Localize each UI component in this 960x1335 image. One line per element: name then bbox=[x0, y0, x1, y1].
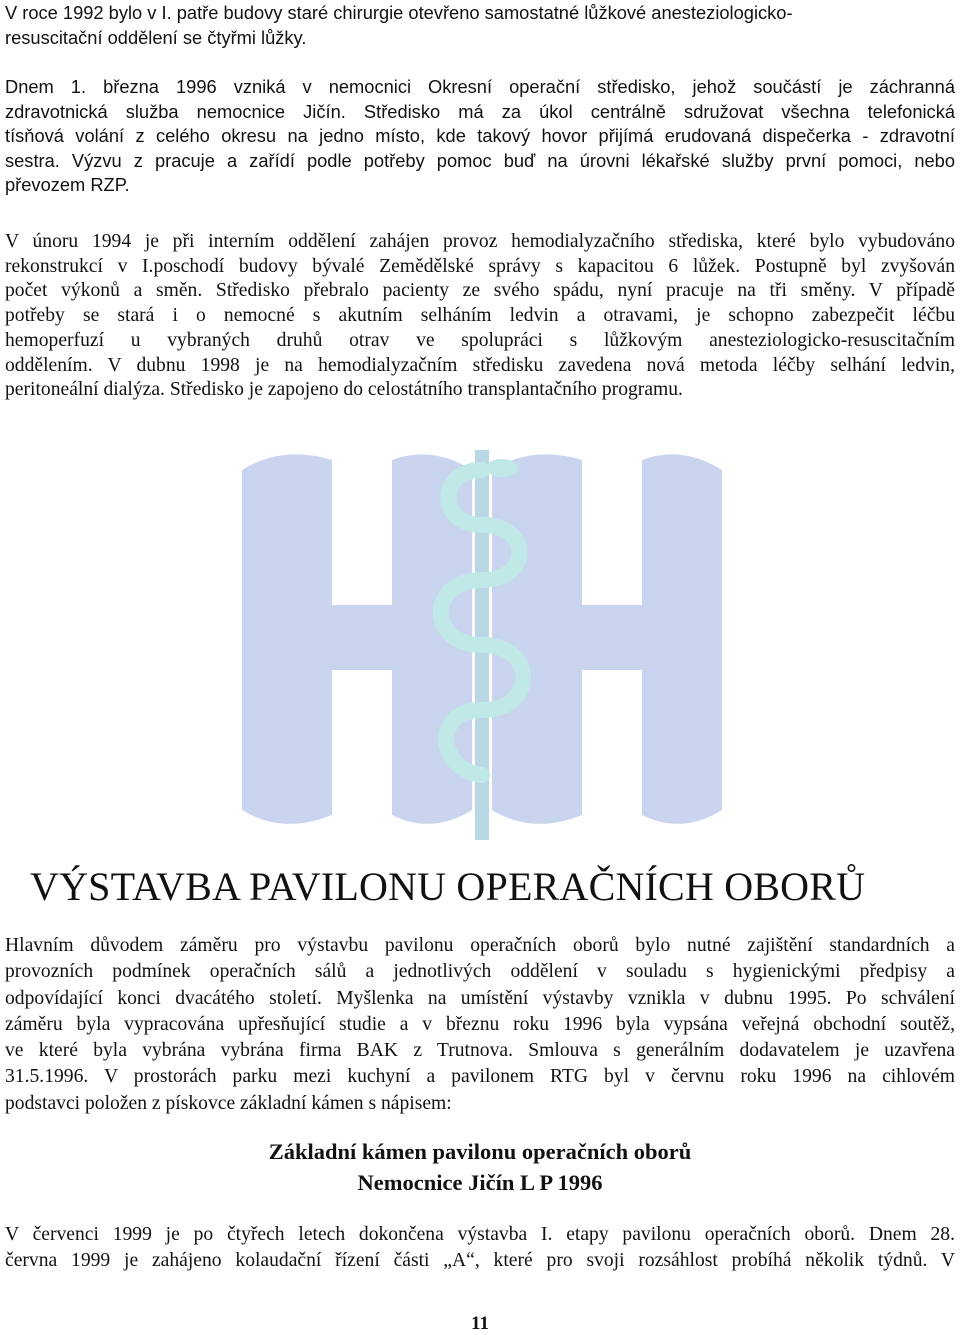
text-line: oddělením. V dubnu 1998 je na hemodialyzačním středisku zavedena nová metoda léčby selhání ledvin, bbox=[5, 354, 955, 376]
text-line: peritoneální dialýza. Středisko je zapojeno do celostátního transplantačního programu. bbox=[5, 379, 683, 401]
text-line: Hlavním důvodem záměru pro výstavbu pavilonu operačních oborů bylo nutné zajištění standardních a bbox=[5, 935, 955, 956]
paragraph-pavilion-construction bbox=[5, 933, 955, 1117]
text-line: V únoru 1994 je při interním oddělení zahájen provoz hemodialyzačního střediska, které bylo vybudováno bbox=[5, 231, 955, 252]
paragraph-hemodialysis-1994 bbox=[5, 230, 955, 403]
text-line: rekonstrukcí v I.poschodí budovy bývalé Zemědělské správy s kapacitou 6 lůžek. Postupně byl zvyšován bbox=[5, 255, 955, 277]
text-line: resuscitační oddělení se čtyřmi lůžky. bbox=[5, 26, 307, 48]
paragraph-department-1992 bbox=[5, 1, 955, 50]
paragraph-operations-center-1996 bbox=[5, 75, 955, 198]
text-line: převozem RZP. bbox=[5, 174, 130, 195]
foundation-stone-inscription-line-1: Základní kámen pavilonu operačních oborů bbox=[268, 1139, 692, 1164]
text-line: června 1999 je zahájeno kolaudační řízení části „A“, které pro svoji rozsáhlost probíhá několik týdnů. V bbox=[5, 1250, 955, 1272]
paragraph-completion-1999 bbox=[5, 1222, 955, 1275]
text-line: provozních podmínek operačních sálů a jednotlivých oddělení v souladu s hygienickými předpisy a bbox=[5, 961, 955, 983]
text-line: počet výkonů a směn. Středisko přebralo pacienty ze svého spádu, nyní pracuje na tři směny. V případě bbox=[5, 280, 955, 302]
text-line: potřeby se stará i o nemocné s akutním selháním ledvin a otravami, je schopno zabezpečit léčbu bbox=[5, 305, 955, 327]
text-line: V roce 1992 bylo v I. patře budovy staré chirurgie otevřeno samostatné lůžkové anesteziologicko- bbox=[5, 2, 793, 23]
text-line: V červenci 1999 je po čtyřech letech dokončena výstavba I. etapy pavilonu operačních oborů. Dnem 28. bbox=[5, 1224, 955, 1245]
text-line: hemoperfuzí u vybraných druhů otrav ve spolupráci s lůžkovým anesteziologicko-resuscitačním bbox=[5, 329, 955, 351]
hospital-logo-watermark bbox=[222, 430, 742, 850]
text-line: záměru byla vypracována upřesňující studie a v březnu roku 1996 byla vypsána veřejná obchodní soutěž, bbox=[5, 1013, 955, 1035]
text-line: 31.5.1996. V prostorách parku mezi kuchyní a pavilonem RTG byl v červnu roku 1996 na cihlovém bbox=[5, 1066, 955, 1088]
text-line: Dnem 1. března 1996 vzniká v nemocnici Okresní operační středisko, jehož součástí je záchranná bbox=[5, 76, 955, 97]
text-line: sestra. Výzvu z pracuje a zařídí podle potřeby pomoc buď na úrovni lékařské služby první pomoci, nebo bbox=[5, 149, 955, 171]
foundation-stone-inscription-line-2: Nemocnice Jičín L P 1996 bbox=[357, 1170, 603, 1195]
section-heading: VÝSTAVBA PAVILONU OPERAČNÍCH OBORŮ bbox=[30, 864, 866, 909]
text-line: ve které byla vybrána vybrána firma BAK z Trutnova. Smlouva s generálním dodavatelem je uzavřena bbox=[5, 1040, 955, 1062]
page-number: 11 bbox=[471, 1313, 489, 1334]
text-line: zdravotnická služba nemocnice Jičín. Středisko má za úkol centrálně sdružovat všechna telefonická bbox=[5, 100, 955, 122]
text-line: podstavci položen z pískovce základní kámen s nápisem: bbox=[5, 1092, 452, 1114]
text-line: odpovídající konci dvacátého století. Myšlenka na umístění výstavby vznikla v dubnu 1995. Po schválení bbox=[5, 987, 955, 1009]
text-line: tísňová volání z celého okresu na jedno místo, kde takový hovor přijímá erudovaná dispečerka - zdravotní bbox=[5, 125, 955, 146]
